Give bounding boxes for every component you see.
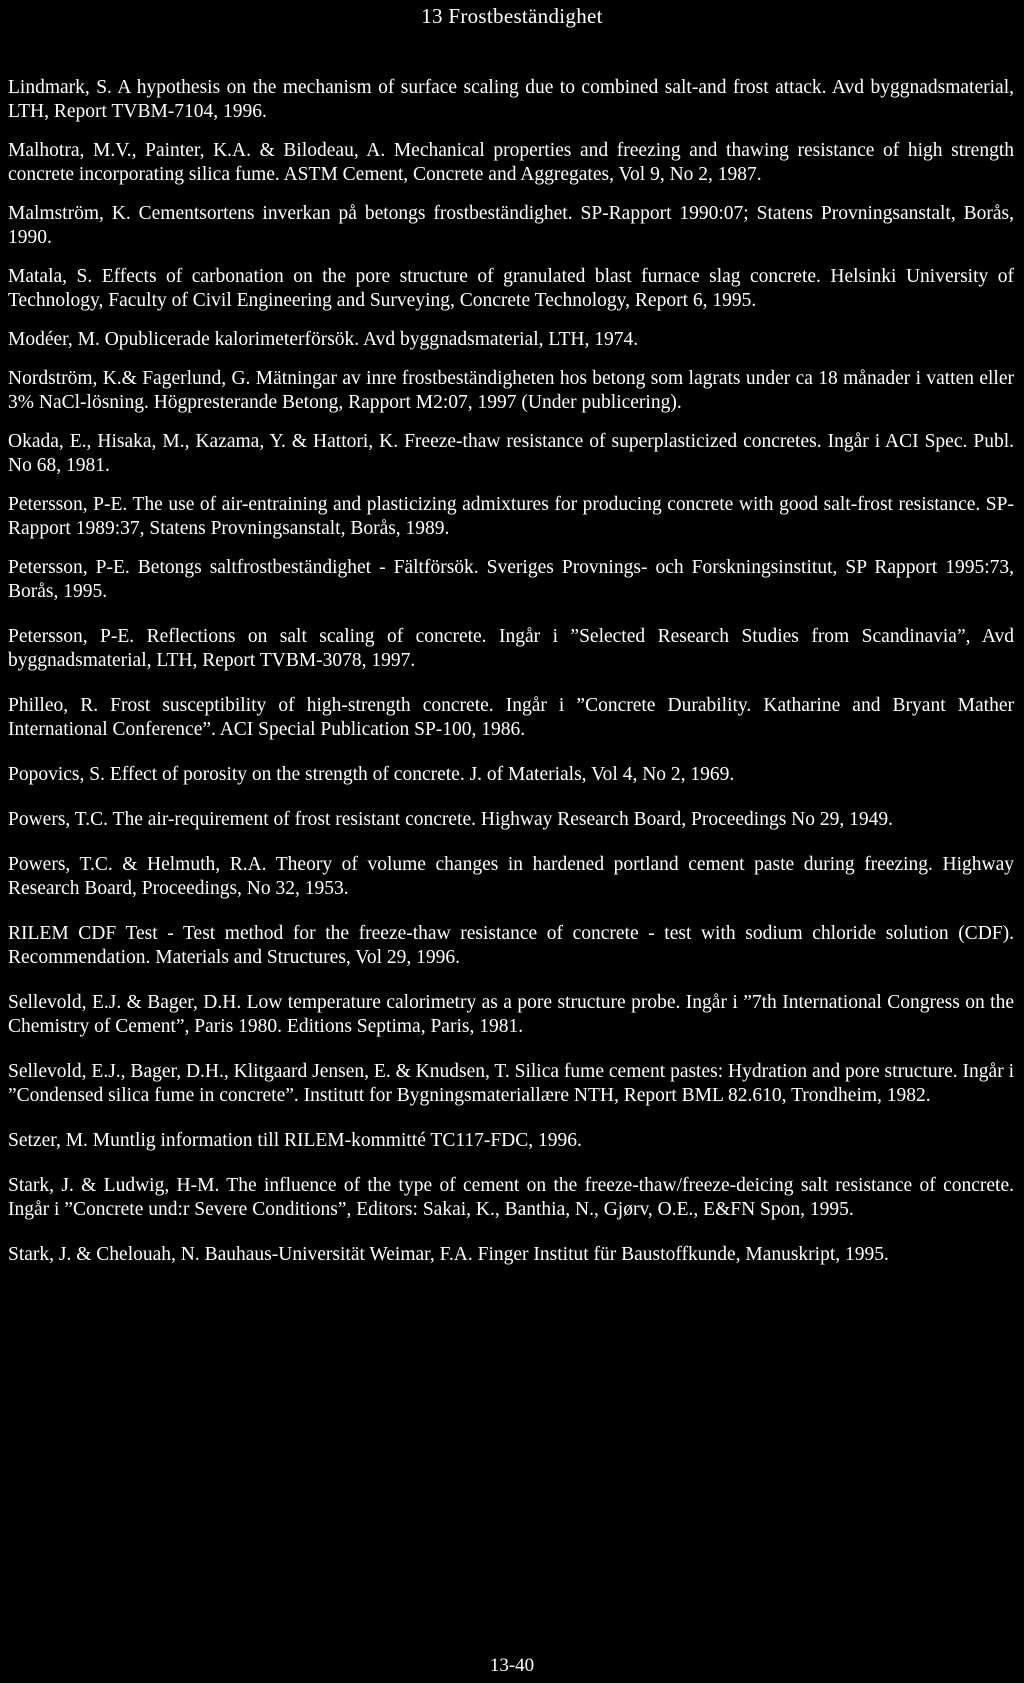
reference-petersson-1997: Petersson, P-E. Reflections on salt scaling of concrete. Ingår i ”Selected Research Studies from Scandinavia”, Avd byggnadsmaterial, LTH, Report TVBM-3078, 1997. xyxy=(8,626,1014,671)
reference-rilem-cdf-1996: RILEM CDF Test - Test method for the freeze-thaw resistance of concrete - test with sodium chloride solution (CDF). Recommendation. Materials and Structures, Vol 29, 1996. xyxy=(8,923,1014,968)
reference-nordstrom-1997: Nordström, K.& Fagerlund, G. Mätningar av inre frostbeständigheten hos betong som lagrats under ca 18 månader i vatten eller 3% NaCl-lösning. Högpresterande Betong, Rapport M2:07, 1997 (Under publicering). xyxy=(8,368,1014,413)
reference-stark-chelouah-1995: Stark, J. & Chelouah, N. Bauhaus-Universität Weimar, F.A. Finger Institut für Baustoffkunde, Manuskript, 1995. xyxy=(8,1244,889,1265)
reference-powers-1949: Powers, T.C. The air-requirement of frost resistant concrete. Highway Research Board, Proceedings No 29, 1949. xyxy=(8,809,893,830)
page-number: 13-40 xyxy=(489,1655,535,1676)
reference-petersson-1989: Petersson, P-E. The use of air-entraining and plasticizing admixtures for producing concrete with good salt-frost resistance. SP-Rapport 1989:37, Statens Provningsanstalt, Borås, 1989. xyxy=(8,494,1014,539)
reference-popovics-1969: Popovics, S. Effect of porosity on the strength of concrete. J. of Materials, Vol 4, No 2, 1969. xyxy=(8,764,735,785)
reference-matala-1995: Matala, S. Effects of carbonation on the pore structure of granulated blast furnace slag concrete. Helsinki University of Technology, Faculty of Civil Engineering and Surveying, Concrete Technology, Report 6, 1995. xyxy=(8,266,1014,311)
reference-sellevold-1982: Sellevold, E.J., Bager, D.H., Klitgaard Jensen, E. & Knudsen, T. Silica fume cement pastes: Hydration and pore structure. Ingår i ”Condensed silica fume in concrete”. Institutt for Bygningsmateriallære NTH, Report BML 82.610, Trondheim, 1982. xyxy=(8,1061,1014,1106)
reference-setzer-1996: Setzer, M. Muntlig information till RILEM-kommitté TC117-FDC, 1996. xyxy=(8,1130,582,1151)
reference-sellevold-bager-1981: Sellevold, E.J. & Bager, D.H. Low temperature calorimetry as a pore structure probe. Ingår i ”7th International Congress on the Chemistry of Cement”, Paris 1980. Editions Septima, Paris, 1981. xyxy=(8,992,1014,1037)
reference-powers-helmuth-1953: Powers, T.C. & Helmuth, R.A. Theory of volume changes in hardened portland cement paste during freezing. Highway Research Board, Proceedings, No 32, 1953. xyxy=(8,854,1014,899)
reference-lindmark-1996: Lindmark, S. A hypothesis on the mechanism of surface scaling due to combined salt-and frost attack. Avd byggnadsmaterial, LTH, Report TVBM-7104, 1996. xyxy=(8,77,1014,122)
reference-malhotra-1987: Malhotra, M.V., Painter, K.A. & Bilodeau, A. Mechanical properties and freezing and thawing resistance of high strength concrete incorporating silica fume. ASTM Cement, Concrete and Aggregates, Vol 9, No 2, 1987. xyxy=(8,140,1014,185)
running-header: 13 Frostbeständighet xyxy=(421,4,603,28)
reference-modeer-1974: Modéer, M. Opublicerade kalorimeterförsök. Avd byggnadsmaterial, LTH, 1974. xyxy=(8,329,639,350)
reference-philleo-1986: Philleo, R. Frost susceptibility of high-strength concrete. Ingår i ”Concrete Durability. Katharine and Bryant Mather International Conference”. ACI Special Publication SP-100, 1986. xyxy=(8,695,1014,740)
reference-stark-ludwig-1995: Stark, J. & Ludwig, H-M. The influence of the type of cement on the freeze-thaw/freeze-deicing salt resistance of concrete. Ingår i ”Concrete und:r Severe Conditions”, Editors: Sakai, K., Banthia, N., Gjørv, O.E., E&FN Spon, 1995. xyxy=(8,1175,1014,1220)
reference-list xyxy=(8,76,1014,1282)
reference-petersson-1995: Petersson, P-E. Betongs saltfrostbeständighet - Fältförsök. Sveriges Provnings- och Forskningsinstitut, SP Rapport 1995:73, Borås, 1995. xyxy=(8,557,1014,602)
reference-okada-1981: Okada, E., Hisaka, M., Kazama, Y. & Hattori, K. Freeze-thaw resistance of superplasticized concretes. Ingår i ACI Spec. Publ. No 68, 1981. xyxy=(8,431,1014,476)
reference-malmstrom-1990: Malmström, K. Cementsortens inverkan på betongs frostbeständighet. SP-Rapport 1990:07; Statens Provningsanstalt, Borås, 1990. xyxy=(8,203,1014,248)
